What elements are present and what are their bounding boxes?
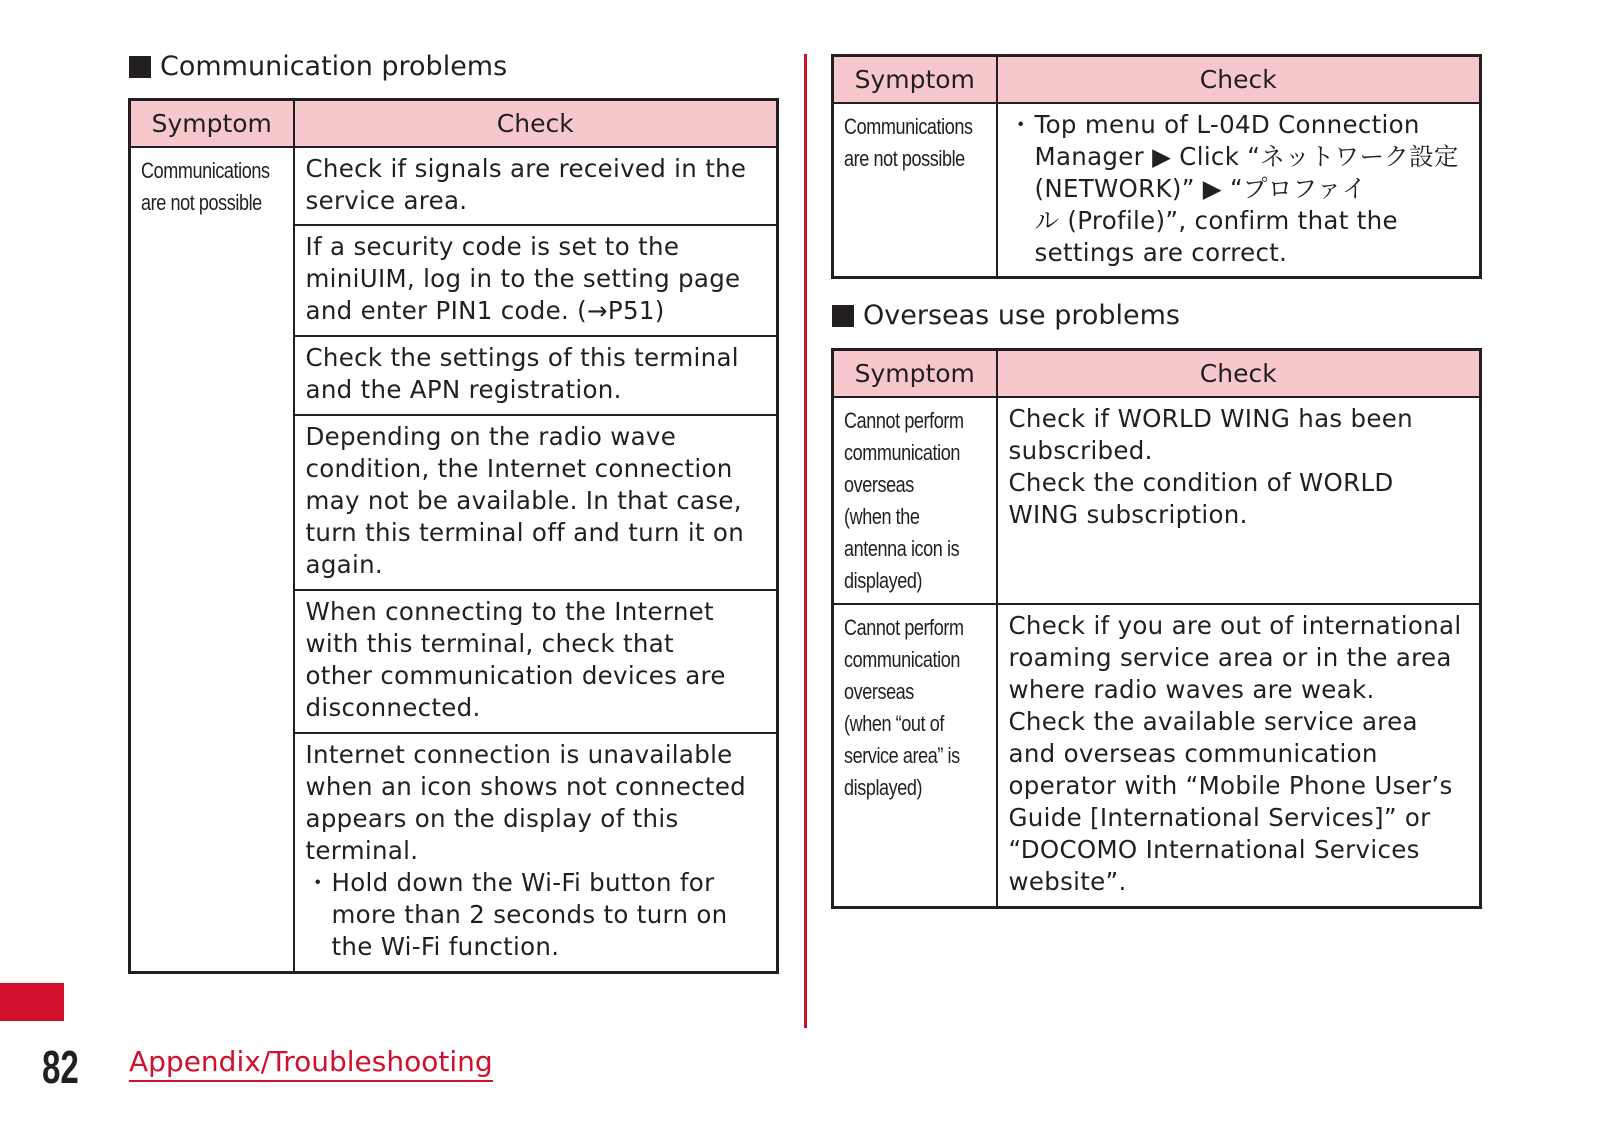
page-number: 82 <box>42 1041 79 1093</box>
symptom-header: Symptom <box>833 350 997 397</box>
bullet-text: Top menu of L-04D Connection Manager ▶ Click “ネットワーク設定 (NETWORK)” ▶ “プロファイ ル (Profile)”, confirm that the settings are correct. <box>1034 109 1459 267</box>
check-cell: Check the settings of this terminal and the APN registration. <box>294 336 778 415</box>
overseas-use-problems-table <box>831 348 1482 909</box>
table-row <box>833 103 1481 278</box>
symptom-cell: Communications are not possible <box>130 147 294 973</box>
table-row <box>130 147 778 225</box>
symptom-header: Symptom <box>833 56 997 103</box>
overseas-use-problems-heading <box>832 300 1180 332</box>
check-header: Check <box>997 350 1481 397</box>
check-cell: If a security code is set to the miniUIM, log in to the setting page and enter PIN1 code. (→P51) <box>294 225 778 336</box>
check-cell: Check if WORLD WING has been subscribed. Check the condition of WORLD WING subscription. <box>997 397 1481 604</box>
symptom-header: Symptom <box>130 100 294 147</box>
check-cell: Check if signals are received in the service area. <box>294 147 778 225</box>
symptom-cell: Cannot perform communication overseas (when the antenna icon is displayed) <box>833 397 997 604</box>
check-cell <box>997 103 1481 278</box>
table-row <box>833 604 1481 908</box>
table-header-row <box>130 100 778 147</box>
section-title: Overseas use problems <box>863 300 1180 331</box>
square-bullet-icon <box>129 56 151 78</box>
symptom-cell: Communications are not possible <box>833 103 997 278</box>
table-header-row <box>833 350 1481 397</box>
communication-problems-heading <box>129 51 507 83</box>
column-divider <box>804 54 807 1028</box>
check-header: Check <box>997 56 1481 103</box>
footer-section-link[interactable]: Appendix/Troubleshooting <box>129 1044 493 1082</box>
communication-problems-table <box>128 98 779 974</box>
check-cell: Depending on the radio wave condition, the Internet connection may not be available. In that case, turn this terminal off and turn it on again. <box>294 415 778 590</box>
symptom-cell: Cannot perform communication overseas (when “out of service area” is displayed) <box>833 604 997 908</box>
bullet-item <box>1009 109 1470 269</box>
bullet-item <box>306 867 767 963</box>
bullet-dot-icon: ・ <box>305 867 331 897</box>
check-cell: When connecting to the Internet with this terminal, check that other communication devices are disconnected. <box>294 590 778 733</box>
check-text: Internet connection is unavailable when an icon shows not connected appears on the display of this terminal. <box>305 739 747 865</box>
check-cell <box>294 733 778 973</box>
check-cell: Check if you are out of international roaming service area or in the area where radio waves are weak. Check the available service area and overseas communication operator with “Mobile Phone User’s Guide [International Services]” or “DOCOMO International Services website”. <box>997 604 1481 908</box>
check-header: Check <box>294 100 778 147</box>
section-title: Communication problems <box>160 51 508 82</box>
page-edge-tab <box>0 983 64 1021</box>
communication-problems-continued-table <box>831 54 1482 279</box>
bullet-text: Hold down the Wi-Fi button for more than 2 seconds to turn on the Wi-Fi function. <box>331 867 728 961</box>
table-row <box>833 397 1481 604</box>
table-header-row <box>833 56 1481 103</box>
square-bullet-icon <box>832 305 854 327</box>
bullet-dot-icon: ・ <box>1008 109 1034 139</box>
